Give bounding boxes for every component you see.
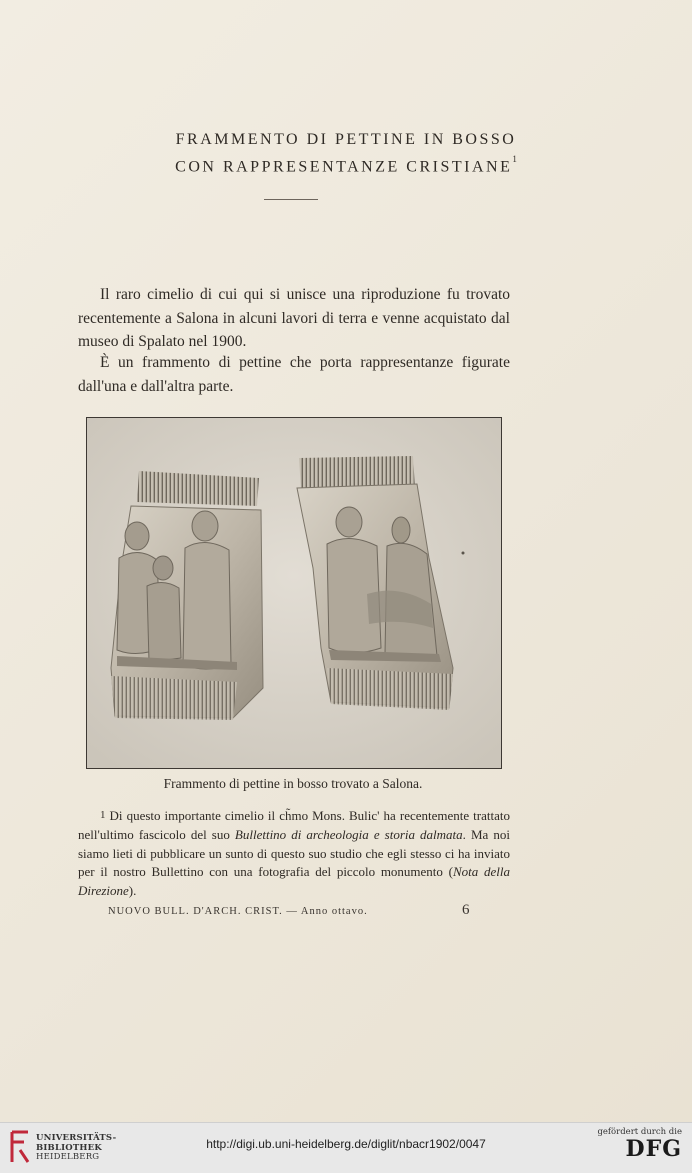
article-title-line1: FRAMMENTO DI PETTINE IN BOSSO [175,131,517,148]
article-title-line2-text: CON RAPPRESENTANZE CRISTIANE [175,158,513,176]
dfg-logo: DFG [625,1136,682,1162]
comb-fragments-image [87,418,501,768]
footnote-text-b: . Ma noi siamo lieti di pubblicare un sunto di questo suo studio che egli stesso ci ha inviato per il nostro Bullettino con una fotografia del piccolo monumento ( [78,827,510,880]
running-foot: NUOVO BULL. D'ARCH. CRIST. — Anno ottavo. [108,906,368,917]
funded-by-label: gefördert durch die [597,1127,682,1137]
library-line2: BIBLIOTHEK [36,1142,102,1153]
footnote-note-label: Nota della Direzione [78,864,510,898]
footnote-text-a: Di questo importante cimelio il ch̃mo Mons. Bulic' ha recentemente trattato nell'ultimo fascicolo del suo [78,808,510,843]
paragraph-1: Il raro cimelio di cui qui si unisce una riproduzione fu trovato recentemente a Salona in alcuni lavori di terra e venne acquistato dal museo di Spalato nel 1900. [78,286,510,350]
permalink-url[interactable]: http://digi.ub.uni-heidelberg.de/diglit/nbacr1902/0047 [206,1137,486,1151]
funder-block [597,1127,682,1161]
paragraph-2: È un frammento di pettine che porta rappresentanze figurate dall'una e dall'altra parte. [78,354,510,395]
footnote [78,807,510,900]
library-line3: HEIDELBERG [36,1152,100,1162]
title-footnote-marker: 1 [512,154,517,164]
title-divider [264,199,318,200]
footnote-marker: 1 [100,809,106,821]
footnote-text-c: ). [128,882,137,898]
sheet-number: 6 [462,902,470,918]
library-line1: UNIVERSITÄTS- [36,1133,117,1143]
article-title-line2 [0,154,692,176]
footnote-journal-title: Bullettino di archeologia e storia dalmata [234,827,463,843]
comb-photograph [86,417,502,769]
figure-caption: Frammento di pettine in bosso trovato a Salona. [163,776,423,791]
